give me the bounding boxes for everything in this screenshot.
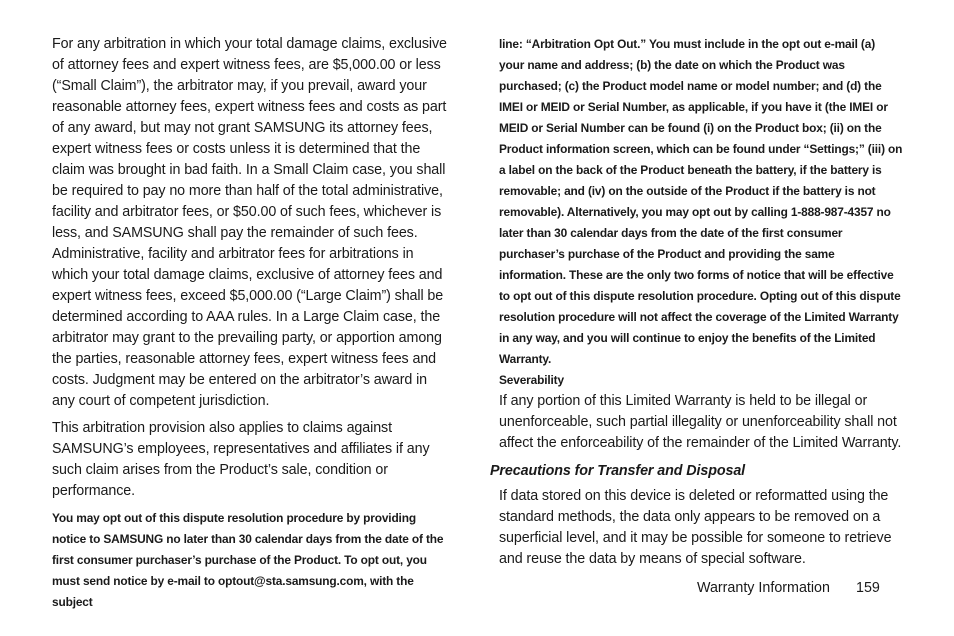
section-heading: Precautions for Transfer and Disposal — [490, 463, 746, 479]
page-number: 159 — [856, 580, 880, 596]
opt-out-paragraph: You may opt out of this dispute resolution procedure by providing notice to SAMSUNG no later than 30 calendar days from the date of the first consumer purchaser’s purchase of the Product. To opt out, you must send notice by e-mail to optout@sta.samsung.com, with the subject — [52, 511, 444, 609]
footer-title: Warranty Information — [697, 580, 830, 596]
severability-heading: Severability — [499, 373, 564, 387]
arbitration-scope-paragraph: This arbitration provision also applies to claims against SAMSUNG’s employees, representatives and affiliates if any such claim arises from the Product’s sale, condition or performance. — [52, 420, 430, 499]
severability-paragraph: If any portion of this Limited Warranty is held to be illegal or unenforceable, such partial illegality or unenforceability shall not affect the enforceability of the remainder of the Limited Warranty. — [499, 393, 902, 451]
transfer-disposal-paragraph: If data stored on this device is deleted or reformatted using the standard methods, the data only appears to be removed on a superficial level, and it may be possible for someone to retrieve and reuse the data by means of special software. — [499, 488, 892, 567]
opt-out-continued-paragraph: line: “Arbitration Opt Out.” You must include in the opt out e-mail (a) your name and address; (b) the date on which the Product was purchased; (c) the Product model name or model number; and (d) the IMEI or MEID or Serial Number, as applicable, if you have it (the IMEI or MEID or Serial Number can be found (i) on the Product box; (ii) on the Product information screen, which can be found under “Settings;” (iii) on a label on the back of the Product beneath the battery, if the battery is removable; and (iv) on the outside of the Product if the battery is not removable). Alternatively, you may opt out by calling 1-888-987-4357 no later than 30 calendar days from the date of the first consumer purchaser’s purchase of the Product and providing the same information. These are the only two forms of notice that will be effective to opt out of this dispute resolution procedure. Opting out of this dispute resolution procedure will not affect the coverage of the Limited Warranty in any way, and you will continue to enjoy the benefits of the Limited Warranty. — [499, 37, 903, 366]
arbitration-fees-paragraph: For any arbitration in which your total damage claims, exclusive of attorney fees and expert witness fees, are $5,000.00 or less (“Small Claim”), the arbitrator may, if you prevail, award your reasonable attorney fees, expert witness fees and costs as part of any award, but may not grant SAMSUNG its attorney fees, expert witness fees or costs unless it is determined that the claim was brought in bad faith. In a Small Claim case, you shall be required to pay no more than half of the total administrative, facility and arbitrator fees, or $50.00 of such fees, whichever is less, and SAMSUNG shall pay the remainder of such fees. Administrative, facility and arbitrator fees for arbitrations in which your total damage claims, exclusive of attorney fees and expert witness fees, exceed $5,000.00 (“Large Claim”) shall be determined according to AAA rules. In a Large Claim case, the arbitrator may grant to the prevailing party, or apportion among the parties, reasonable attorney fees, expert witness fees and costs. Judgment may be entered on the arbitrator’s award in any court of competent jurisdiction. — [52, 36, 447, 409]
transfer-disposal-section — [499, 486, 903, 576]
right-column — [499, 34, 903, 460]
left-column — [52, 34, 452, 613]
